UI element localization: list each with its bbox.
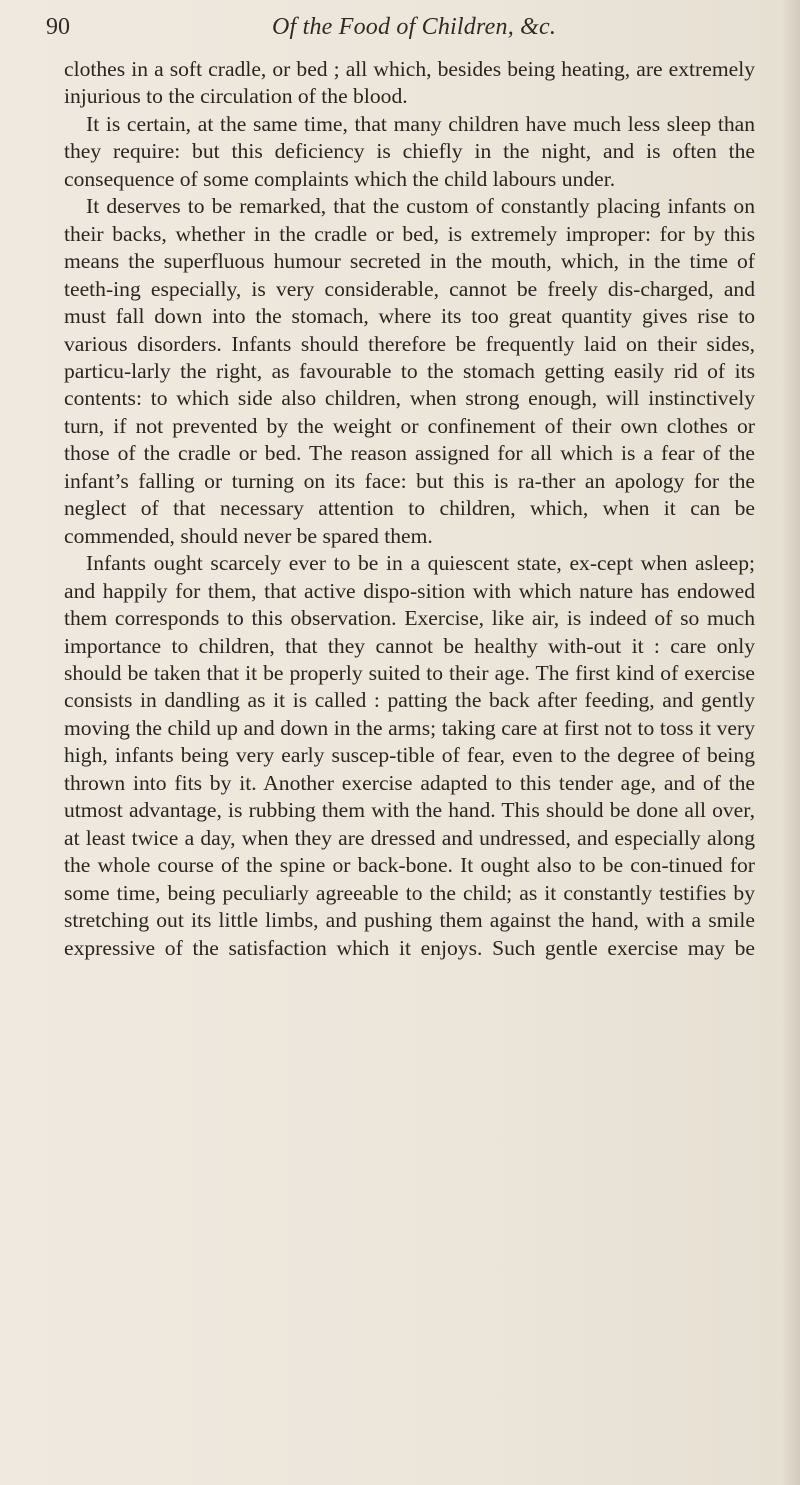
paragraph-3: It deserves to be remarked, that the custom of constantly placing infants on their backs, whether in the cradle or bed, is extremely improper: for by this means the superfluous humour secreted in the mouth, which, in the time of teeth-ing especially, is very considerable, cannot be freely dis-charged, and must fall down into the stomach, where its too great quantity gives rise to various disorders. Infants should therefore be frequently laid on their sides, particu-larly the right, as favourable to the stomach getting easily rid of its contents: to which side also children, when strong enough, will instinctively turn, if not prevented by the weight or confinement of their own clothes or those of the cradle or bed. The reason assigned for all which is a fear of the infant’s falling or turning on its face: but this is ra-ther an apology for the neglect of that necessary attention to children, which, when it can be commended, should never be spared them. xyxy=(64,194,755,548)
paragraph-1: clothes in a soft cradle, or bed ; all which, besides being heating, are extremely injurious to the circulation of the blood. xyxy=(64,57,755,109)
paragraph-4: Infants ought scarcely ever to be in a quiescent state, ex-cept when asleep; and happily for them, that active dispo-sition with which nature has endowed them corresponds to this observation. Exercise, like air, is indeed of so much importance to children, that they cannot be healthy with-out it : care only should be taken that it be properly suited to their age. The first kind of exercise consists in dandling as it is called : patting the back after feeding, and gently moving the child up and down in the arms; taking care at first not to toss it very high, infants being very early suscep-tible of fear, even to the degree of being thrown into fits by it. Another exercise adapted to this tender age, and of the utmost advantage, is rubbing them with the hand. This should be done all over, at least twice a day, when they are dressed and undressed, and especially along the whole course of the spine or back-bone. It ought also to be con-tinued for some time, being peculiarly agreeable to the child; as it constantly testifies by stretching out its little limbs, and pushing them against the hand, with a smile expressive of the satisfaction which it enjoys. Such gentle exercise may be xyxy=(64,551,755,960)
page-number: 90 xyxy=(46,14,70,40)
paragraph-2: It is certain, at the same time, that many children have much less sleep than they require: but this deficiency is chiefly in the night, and is often the consequence of some complaints which the child labours under. xyxy=(64,111,755,191)
running-title: Of the Food of Children, &c. xyxy=(272,14,557,40)
body-text xyxy=(64,56,755,962)
page-header xyxy=(46,12,754,44)
page-edge-shadow xyxy=(782,0,800,1485)
